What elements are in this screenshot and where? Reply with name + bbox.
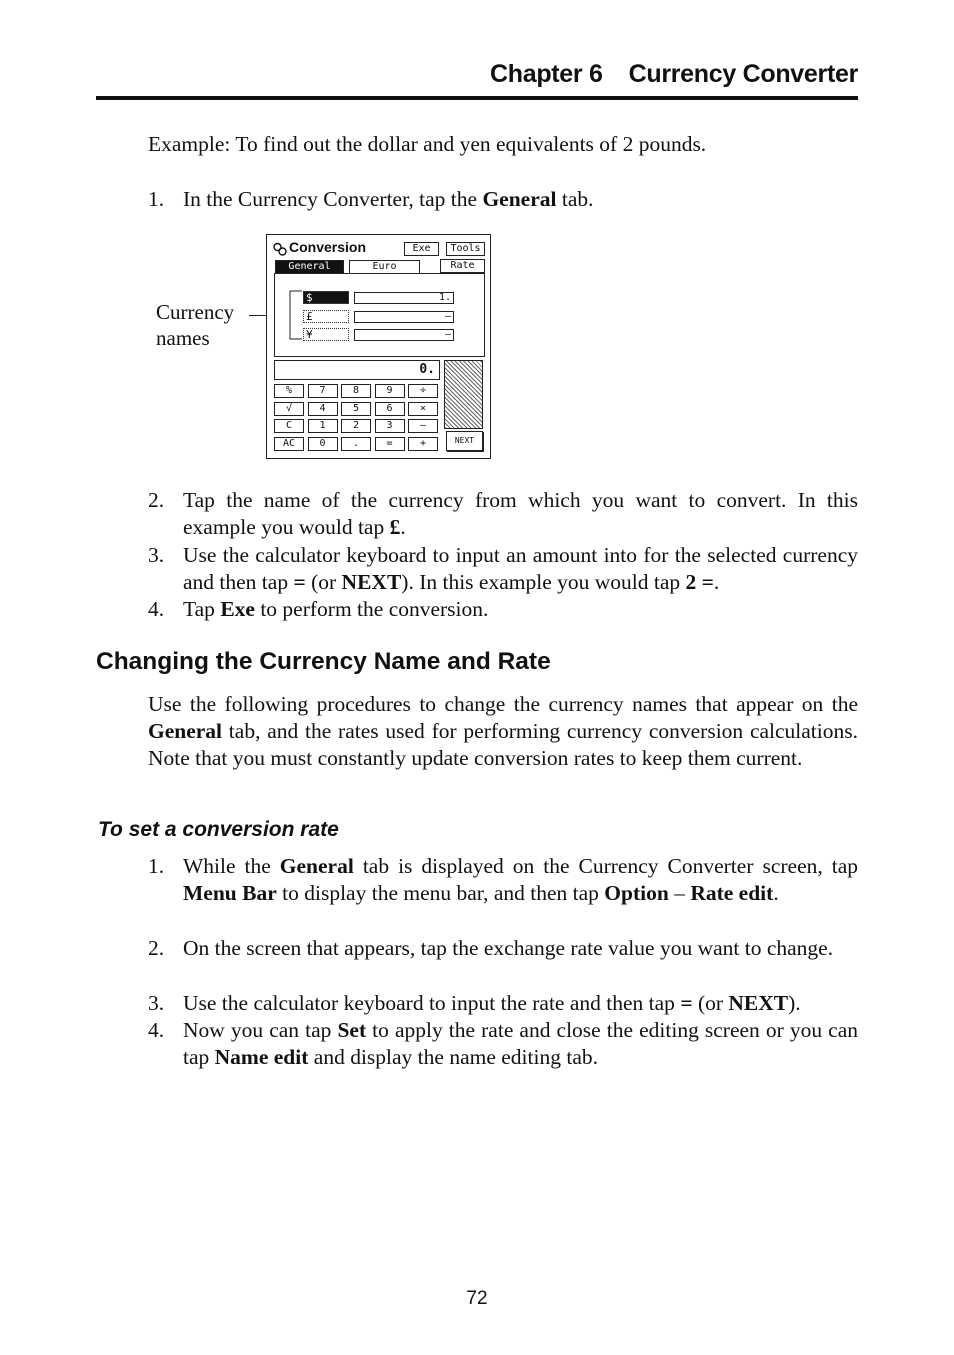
figure-callout: Currency names — [156, 300, 235, 350]
calc-key[interactable]: + — [408, 437, 438, 451]
calculator-keypad — [274, 384, 440, 452]
currency-value-yen[interactable]: – — [354, 329, 454, 341]
section-intro: Use the following procedures to change the currency names that appear on the General tab, and the rates used for performing currency conversion calculations. Note that you must constantly update conversion rates to keep them current. — [148, 692, 858, 770]
tab-euro[interactable]: Euro — [349, 260, 420, 274]
calc-key[interactable]: √ — [274, 402, 304, 416]
page-number: 72 — [466, 1288, 488, 1309]
tab-general[interactable]: General — [275, 260, 344, 274]
exe-button[interactable]: Exe — [404, 242, 439, 256]
currency-coins-icon — [273, 241, 287, 255]
calc-key[interactable]: 4 — [308, 402, 338, 416]
calc-key[interactable]: × — [408, 402, 438, 416]
device-screen — [266, 234, 491, 459]
screen-title: Conversion — [289, 239, 367, 255]
currency-bracket — [289, 290, 303, 340]
section-heading: Changing the Currency Name and Rate — [96, 648, 551, 675]
calc-key[interactable]: 9 — [375, 384, 405, 398]
example-text: Example: To find out the dollar and yen equivalents of 2 pounds. — [148, 132, 707, 156]
calc-key[interactable]: = — [375, 437, 405, 451]
header-rule — [96, 96, 858, 100]
currency-value-pound[interactable]: – — [354, 311, 454, 323]
calc-key[interactable]: 2 — [341, 419, 371, 433]
step-b2: 2. Tap the name of the currency from which you want to convert. In this example you would tap £. — [148, 488, 858, 539]
calc-key[interactable]: 3 — [375, 419, 405, 433]
currency-name-pound[interactable]: £ — [303, 310, 349, 323]
hatched-pad — [444, 360, 483, 429]
chapter-number: Chapter 6 — [489, 60, 603, 88]
step-b4: 4. Tap Exe to perform the conversion. — [148, 597, 489, 621]
calc-key[interactable]: 5 — [341, 402, 371, 416]
calc-key[interactable]: – — [408, 419, 438, 433]
calc-key[interactable]: % — [274, 384, 304, 398]
subsection-heading: To set a conversion rate — [98, 818, 339, 841]
sub-step-4: 4. Now you can tap Set to apply the rate and close the editing screen or you can tap Name edit and display the name editing tab. — [148, 1018, 859, 1069]
calc-key[interactable]: C — [274, 419, 304, 433]
sub-step-2: 2. On the screen that appears, tap the exchange rate value you want to change. — [148, 936, 834, 960]
step-number: 1. — [148, 187, 165, 211]
calculator-display: 0. — [274, 360, 440, 380]
calc-key[interactable]: 7 — [308, 384, 338, 398]
currency-name-yen[interactable]: ¥ — [303, 328, 349, 341]
sub-step-3: 3. Use the calculator keyboard to input the rate and then tap = (or NEXT). — [148, 991, 801, 1015]
calc-key[interactable]: 0 — [308, 437, 338, 451]
step-b3: 3. Use the calculator keyboard to input an amount into for the selected currency and then tap = (or NEXT). In this example you would tap 2 =. — [148, 543, 858, 594]
calc-key[interactable]: 6 — [375, 402, 405, 416]
calc-key[interactable]: 1 — [308, 419, 338, 433]
calc-key[interactable]: . — [341, 437, 371, 451]
running-header — [96, 60, 858, 89]
step-a1: 1. In the Currency Converter, tap the General tab. — [148, 187, 594, 211]
tab-rate[interactable]: Rate — [440, 259, 485, 273]
chapter-title: Currency Converter — [628, 60, 858, 88]
calc-key[interactable]: AC — [274, 437, 304, 451]
currency-value-dollar[interactable]: 1. — [354, 292, 454, 304]
tools-button[interactable]: Tools — [446, 242, 485, 256]
calc-key[interactable]: ÷ — [408, 384, 438, 398]
calc-key[interactable]: 8 — [341, 384, 371, 398]
sub-step-1: 1. While the General tab is displayed on the Currency Converter screen, tap Menu Bar to display the menu bar, and then tap Option – Rate edit. — [148, 854, 858, 905]
next-key[interactable]: NEXT — [446, 431, 483, 451]
currency-name-dollar[interactable]: $ — [303, 291, 349, 304]
